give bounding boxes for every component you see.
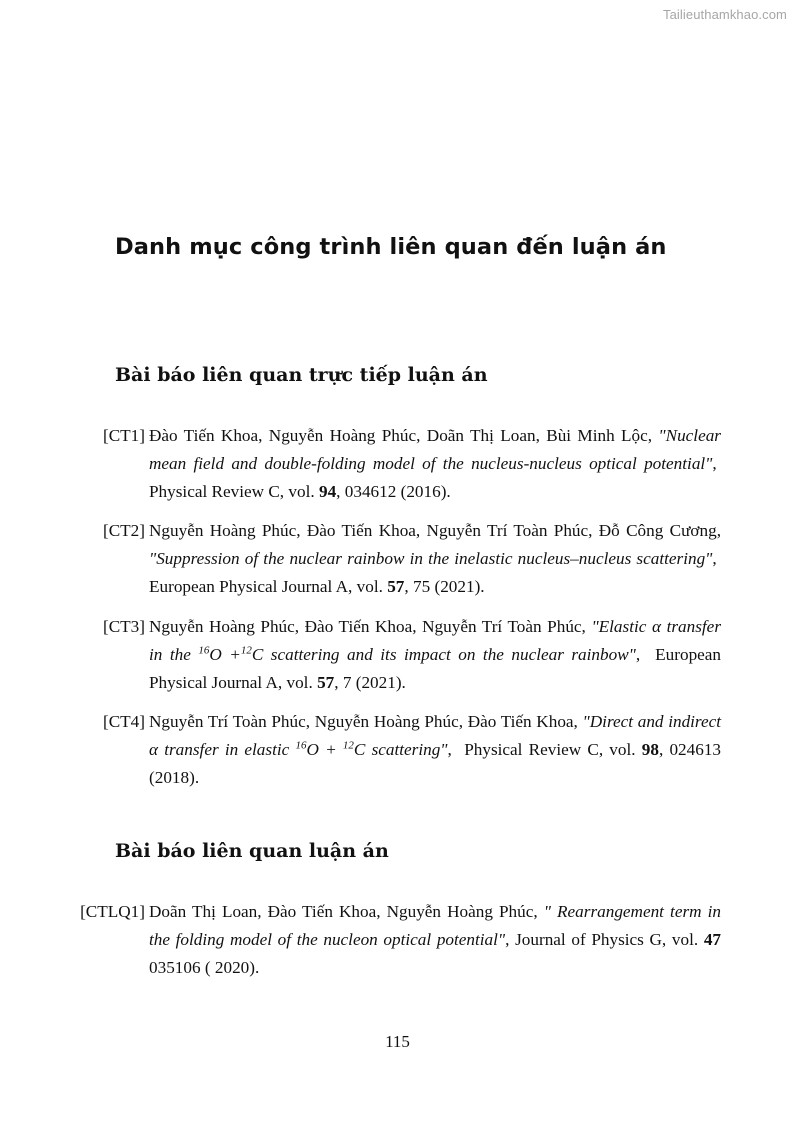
reference-journal: Physical Review C, vol.: [149, 482, 315, 501]
reference-authors: Doãn Thị Loan, Đào Tiến Khoa, Nguyễn Hoàng Phúc,: [149, 902, 538, 921]
reference-title: "Suppression of the nuclear rainbow in the inelastic nucleus–nucleus scattering": [149, 549, 713, 568]
isotope-mass-number: 12: [240, 644, 252, 657]
reference-details: , 034612 (2016).: [336, 482, 451, 501]
reference-title-part: C scattering": [353, 740, 448, 759]
reference-volume: 47: [703, 930, 722, 949]
reference-label: [CT2]: [102, 521, 145, 540]
reference-label: [CT4]: [102, 712, 145, 731]
reference-title: "Nuclear mean field and double-folding model of the nucleus-nucleus optical potential": [149, 426, 721, 473]
reference-ct3: [CT3] Nguyễn Hoàng Phúc, Đào Tiến Khoa, Nguyễn Trí Toàn Phúc, "Elastic α transfer in the $^{16}$O +$^{12}$C scattering and its impact on the nuclear rainbow", European Physical Journal A, vol. 57, 7 (2021).: [149, 613, 721, 697]
isotope-mass-number: 16: [295, 739, 307, 752]
section-title-related: Bài báo liên quan luận án: [115, 840, 389, 862]
reference-ct4: [CT4] Nguyễn Trí Toàn Phúc, Nguyễn Hoàng Phúc, Đào Tiến Khoa, "Direct and indirect α transfer in elastic $^{16}$O + $^{12}$C scattering", Physical Review C, vol. 98, 024613 (2018).: [149, 708, 721, 792]
reference-journal: Physical Review C, vol.: [464, 740, 636, 759]
isotope-mass-number: 12: [342, 739, 354, 752]
reference-title-part: O +: [209, 645, 241, 664]
reference-journal: Journal of Physics G, vol.: [515, 930, 699, 949]
section-title-direct: Bài báo liên quan trực tiếp luận án: [115, 364, 488, 386]
reference-authors: Nguyễn Trí Toàn Phúc, Nguyễn Hoàng Phúc, Đào Tiến Khoa,: [149, 712, 578, 731]
reference-details: 035106 ( 2020).: [149, 958, 260, 977]
reference-label: [CT1]: [102, 426, 145, 445]
reference-volume: 94: [318, 482, 337, 501]
reference-title-part: O +: [306, 740, 337, 759]
chapter-title: Danh mục công trình liên quan đến luận án: [115, 234, 667, 260]
reference-details: , 75 (2021).: [404, 577, 485, 596]
watermark: Tailieuthamkhao.com: [662, 7, 787, 22]
reference-details: , 7 (2021).: [334, 673, 406, 692]
reference-label: [CTLQ1]: [80, 902, 145, 921]
reference-title-part: "Elastic α transfer in the: [149, 617, 722, 664]
reference-authors: Nguyễn Hoàng Phúc, Đào Tiến Khoa, Nguyễn Trí Toàn Phúc,: [149, 617, 586, 636]
page-number: 115: [385, 1032, 410, 1051]
reference-volume: 57: [317, 673, 335, 692]
reference-title-part: C scattering and its impact on the nuclear rainbow": [251, 645, 636, 664]
reference-journal: European Physical Journal A, vol.: [149, 577, 383, 596]
reference-authors: Đào Tiến Khoa, Nguyễn Hoàng Phúc, Doãn Thị Loan, Bùi Minh Lộc,: [149, 426, 653, 445]
reference-ctlq1: [CTLQ1] Doãn Thị Loan, Đào Tiến Khoa, Nguyễn Hoàng Phúc, " Rearrangement term in the folding model of the nucleon optical potential", Journal of Physics G, vol. 47 035106 ( 2020).: [149, 898, 721, 982]
reference-authors: Nguyễn Hoàng Phúc, Đào Tiến Khoa, Nguyễn Trí Toàn Phúc, Đỗ Công Cương,: [149, 521, 721, 540]
reference-details: , 024613 (2018).: [149, 740, 722, 787]
reference-ct1: [CT1] Đào Tiến Khoa, Nguyễn Hoàng Phúc, Doãn Thị Loan, Bùi Minh Lộc, "Nuclear mean field and double-folding model of the nucleus-nucleus optical potential", Physical Review C, vol. 94, 034612 (2016).: [149, 422, 721, 506]
reference-ct2: [CT2] Nguyễn Hoàng Phúc, Đào Tiến Khoa, Nguyễn Trí Toàn Phúc, Đỗ Công Cương, "Suppression of the nuclear rainbow in the inelastic nucleus–nucleus scattering", European Physical Journal A, vol. 57, 75 (2021).: [149, 517, 721, 601]
reference-volume: 98: [641, 740, 659, 759]
reference-volume: 57: [387, 577, 405, 596]
reference-label: [CT3]: [102, 617, 145, 636]
reference-title-part: "Direct and indirect α transfer in elastic: [149, 712, 722, 759]
isotope-mass-number: 16: [198, 644, 210, 657]
reference-title: " Rearrangement term in the folding model of the nucleon optical potential": [149, 902, 721, 949]
reference-journal: European Physical Journal A, vol.: [149, 645, 722, 692]
